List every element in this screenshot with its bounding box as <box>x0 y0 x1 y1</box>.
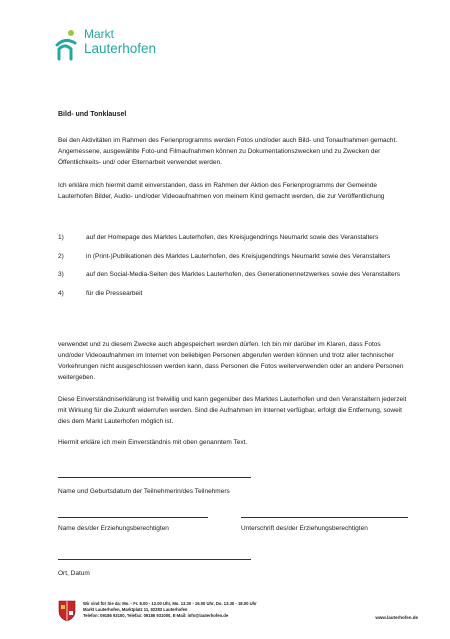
list-item <box>58 270 408 281</box>
list-item-number: 3) <box>58 271 64 278</box>
participant-signature-line[interactable] <box>58 477 251 478</box>
paragraph-revocation: Diese Einverständniserklärung ist freiwillig und kann gegenüber des Marktes Lauterhofen und den Veranstaltern jederzeit mit Wirkung für die Zukunft widerrufen werden. Sind die Aufnahmen im Internet verfügbar, erfolgt die Entfernung, soweit dies dem Markt Lauterhofen möglich ist. <box>58 396 407 425</box>
logo-line-1: Markt <box>84 27 114 41</box>
list-item-text: in (Print-)Publikationen des Marktes Lauterhofen, des Kreisjugendrings Neumarkt sowie des Veranstalters <box>86 252 391 260</box>
list-item-number: 4) <box>58 289 64 297</box>
guardian-name-line[interactable] <box>58 517 208 518</box>
paragraph-intro: Bei den Aktivitäten im Rahmen des Ferienprogramms werden Fotos und/oder auch Bild- und Tonaufnahmen gemacht. Angemessene, ausgewählte Foto-und Filmaufnahmen können zu Dokumentationszwecken und zu Zwecken der Öffentlichkeits- und/ oder Elternarbeit verwendet werden. <box>58 137 398 166</box>
list-item <box>58 252 408 263</box>
logo <box>55 27 185 63</box>
place-date-line[interactable] <box>58 559 251 560</box>
list-item-text: für die Pressearbeit <box>86 289 143 297</box>
markt-lauterhofen-logo-icon <box>55 29 79 61</box>
footer-address: Markt Lauterhofen, Marktplatz 11, 92283 Lauterhofen <box>83 607 188 613</box>
list-item-number: 1) <box>58 234 64 241</box>
logo-wordmark <box>84 27 156 56</box>
guardian-signature-label: Unterschrift des/der Erziehungsberechtigten <box>241 525 368 532</box>
footer-website-link[interactable]: www.lauterhofen.de <box>375 615 418 620</box>
logo-line-2: Lauterhofen <box>84 41 157 56</box>
paragraph-agreement: Hiermit erkläre ich mein Einverständnis mit oben genanntem Text. <box>58 439 248 446</box>
paragraph-storage: verwendet und zu diesem Zwecke auch abgespeichert werden dürfen. Ich bin mir darüber im Klaren, dass Fotos und/oder Videoaufnahmen im Internet von beliebigen Personen abgerufen werden können und trotz aller technischer Vorkehrungen nicht ausgeschlossen werden kann, dass Personen die Fotos weiterverwenden oder an andere Personen weitergeben. <box>58 341 404 381</box>
document-title: Bild- und Tonklausel <box>58 111 127 118</box>
publication-list <box>58 233 408 299</box>
participant-label: Name und Geburtsdatum der Teilnehmerin/des Teilnehmers <box>58 488 230 495</box>
footer <box>58 598 418 628</box>
paragraph-consent: Ich erkläre mich hiermit damit einverstanden, dass im Rahmen der Aktion des Ferienprogramms der Gemeinde Lauterhofen Bilder, Audio- und/oder Videoaufnahmen von meinem Kind gemacht werden, die zur Veröffentlichung <box>58 182 385 200</box>
list-item-number: 2) <box>58 252 64 260</box>
footer-phone-email: Telefon: 09186 93100, Telefax: 09186 931000, E-Mail: info@lauterhofen.de <box>83 613 229 619</box>
place-date-label: Ort, Datum <box>58 570 90 577</box>
coat-of-arms-icon <box>58 600 76 622</box>
list-item-text: auf der Homepage des Marktes Lauterhofen, des Kreisjugendrings Neumarkt sowie des Veranstalters <box>86 234 379 241</box>
footer-contact <box>83 601 257 620</box>
list-item <box>58 233 408 244</box>
guardian-name-label: Name des/der Erziehungsberechtigten <box>58 525 169 532</box>
guardian-signature-line[interactable] <box>241 517 408 518</box>
footer-hours: Wir sind für Sie da: Mo. - Fr. 8.00 - 12.00 Uhr, Mo. 13.30 - 16.00 Uhr, Do. 13.30 - 18.00 Uhr <box>83 601 257 606</box>
list-item-text: auf den Social-Media-Seiten des Marktes Lauterhofen, des Generationennetzwerkes sowie des Veranstalters <box>86 271 400 278</box>
list-item <box>58 289 408 300</box>
